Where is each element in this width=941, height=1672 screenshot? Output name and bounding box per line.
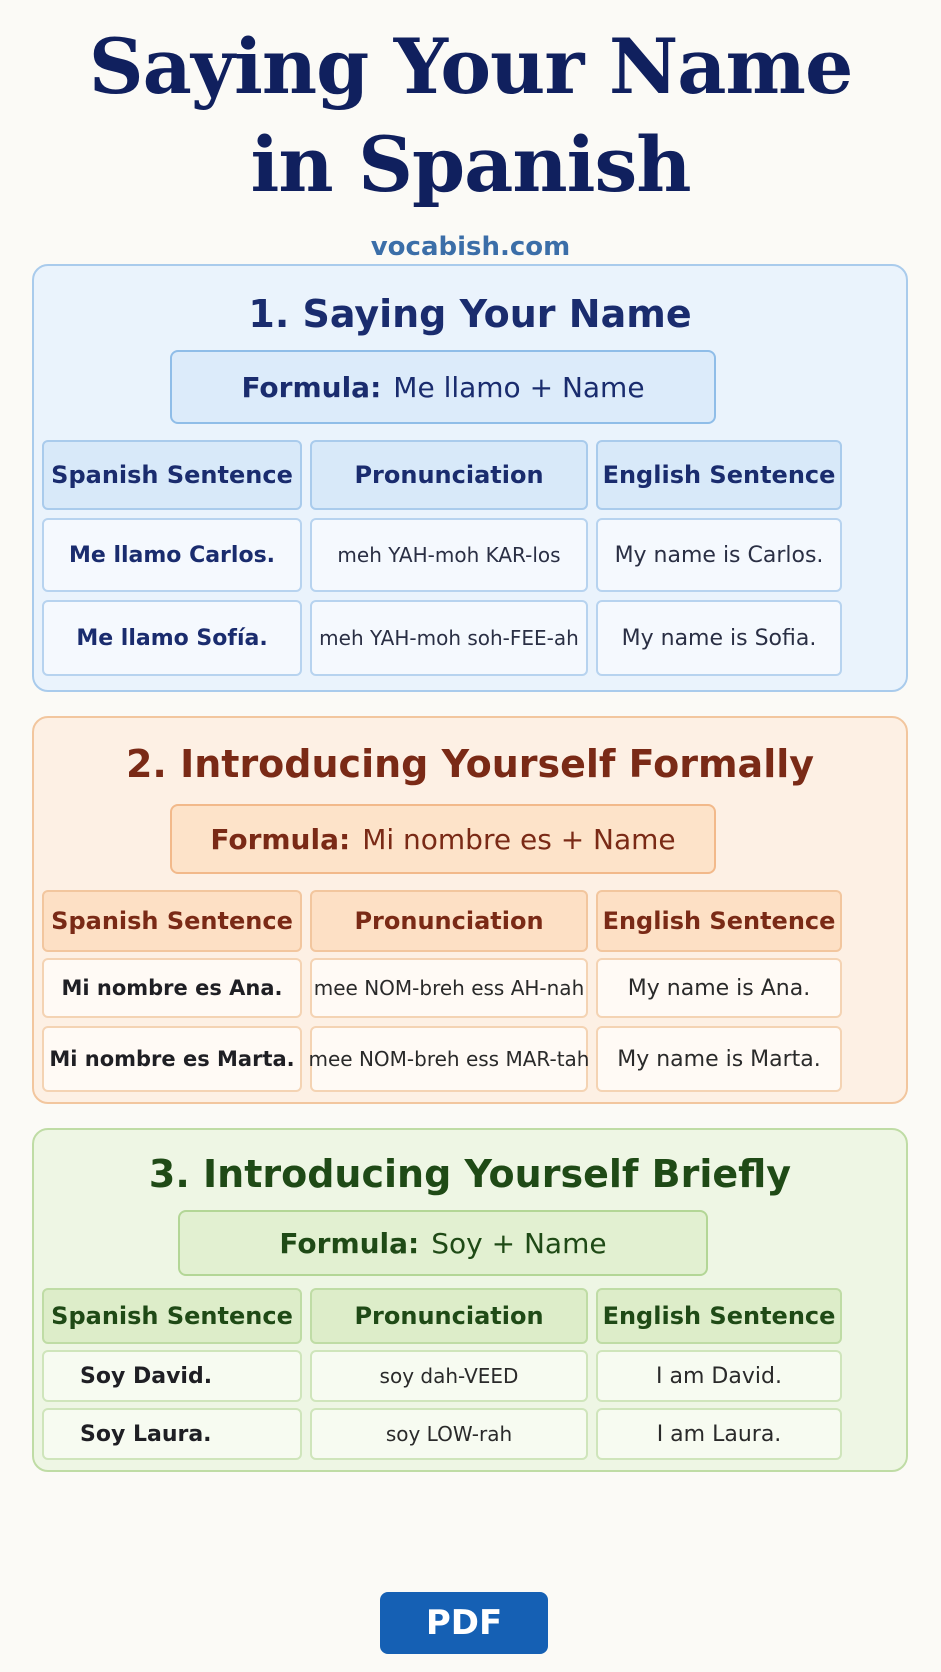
table-cell-spanish: Me llamo Sofía. xyxy=(42,600,302,676)
table-cell-english: My name is Ana. xyxy=(596,958,842,1018)
table-cell-english: My name is Carlos. xyxy=(596,518,842,592)
formula-value: Mi nombre es + Name xyxy=(362,822,676,856)
table-cell-english: My name is Marta. xyxy=(596,1026,842,1092)
table-cell-pronunciation: soy LOW-rah xyxy=(310,1408,588,1460)
header-english-sentence: English Sentence xyxy=(596,890,842,952)
section-introducing-briefly xyxy=(32,1128,908,1472)
table-cell-pronunciation: soy dah-VEED xyxy=(310,1350,588,1402)
table-cell-spanish: Me llamo Carlos. xyxy=(42,518,302,592)
formula-box xyxy=(170,804,716,874)
header-english-sentence: English Sentence xyxy=(596,1288,842,1344)
table-cell-pronunciation: mee NOM-breh ess AH-nah xyxy=(310,958,588,1018)
header-pronunciation: Pronunciation xyxy=(310,1288,588,1344)
header-pronunciation: Pronunciation xyxy=(310,890,588,952)
formula-box xyxy=(178,1210,708,1276)
table-cell-spanish: Mi nombre es Marta. xyxy=(42,1026,302,1092)
table-cell-spanish: Mi nombre es Ana. xyxy=(42,958,302,1018)
header-english-sentence: English Sentence xyxy=(596,440,842,510)
formula-value: Me llamo + Name xyxy=(393,370,645,404)
title-line-1: Saying Your Name xyxy=(88,22,853,111)
table-cell-spanish: Soy Laura. xyxy=(42,1408,302,1460)
table-cell-english: My name is Sofia. xyxy=(596,600,842,676)
table-cell-spanish: Soy David. xyxy=(42,1350,302,1402)
section-title: 3. Introducing Yourself Briefly xyxy=(148,1152,792,1196)
header-spanish-sentence: Spanish Sentence xyxy=(42,890,302,952)
table-cell-english: I am Laura. xyxy=(596,1408,842,1460)
formula-label: Formula: xyxy=(210,822,351,856)
pdf-download-button[interactable]: PDF xyxy=(380,1592,548,1654)
formula-box xyxy=(170,350,716,424)
formula-value: Soy + Name xyxy=(431,1226,607,1260)
header-spanish-sentence: Spanish Sentence xyxy=(42,440,302,510)
formula-label: Formula: xyxy=(279,1226,420,1260)
page-title xyxy=(0,18,941,214)
formula-label: Formula: xyxy=(241,370,382,404)
section-title: 2. Introducing Yourself Formally xyxy=(125,742,815,786)
header-pronunciation: Pronunciation xyxy=(310,440,588,510)
section-introducing-formally xyxy=(32,716,908,1104)
site-link[interactable]: vocabish.com xyxy=(370,232,571,262)
header-spanish-sentence: Spanish Sentence xyxy=(42,1288,302,1344)
section-title: 1. Saying Your Name xyxy=(248,292,692,336)
table-cell-english: I am David. xyxy=(596,1350,842,1402)
table-cell-pronunciation: mee NOM-breh ess MAR-tah xyxy=(310,1026,588,1092)
title-line-2: in Spanish xyxy=(250,120,691,209)
table-cell-pronunciation: meh YAH-moh KAR-los xyxy=(310,518,588,592)
section-saying-your-name xyxy=(32,264,908,692)
table-cell-pronunciation: meh YAH-moh soh-FEE-ah xyxy=(310,600,588,676)
